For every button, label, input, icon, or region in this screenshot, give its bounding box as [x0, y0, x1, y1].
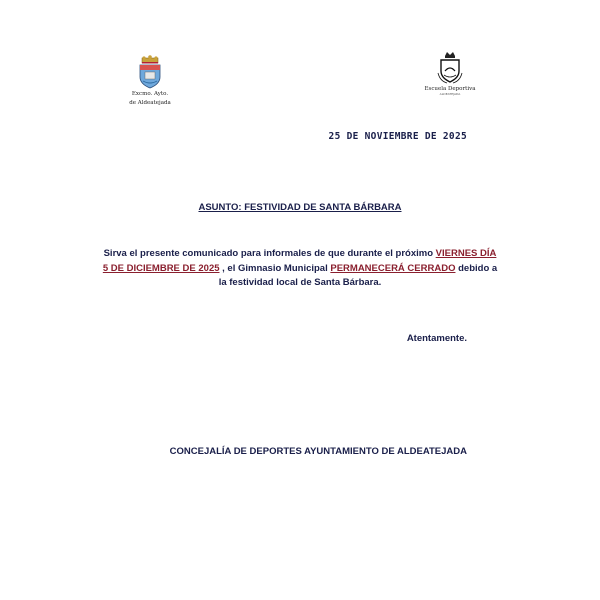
body-part-2: , el Gimnasio Municipal: [219, 262, 331, 274]
signature-text: CONCEJALÍA DE DEPORTES AYUNTAMIENTO DE ALDEATEJADA: [169, 446, 467, 457]
municipal-logo-caption-line1: Excmo. Ayto.: [131, 91, 169, 97]
subject-text: ASUNTO: FESTIVIDAD DE SANTA BÁRBARA: [198, 202, 402, 213]
sports-school-crest-icon: [420, 51, 480, 85]
body-highlight-closed: PERMANECERÁ CERRADO: [330, 262, 456, 274]
subject-line: [0, 202, 600, 213]
body-part-3: debido a la festividad local de Santa Bárbara.: [218, 262, 498, 288]
sports-school-caption: Escuela Deportiva: [424, 86, 476, 92]
letter-date: 25 DE NOVIEMBRE DE 2025: [328, 131, 467, 142]
sports-school-caption-small: ALDEATEJADA: [439, 92, 461, 96]
closing-text: Atentamente.: [406, 333, 467, 344]
body-part-1: Sirva el presente comunicado para informales de que durante el próximo: [103, 248, 436, 259]
body-highlight-date: VIERNES DÍA 5 DE DICIEMBRE DE 2025: [102, 248, 497, 274]
body-paragraph: [100, 247, 500, 291]
sports-school-logo: [420, 51, 480, 96]
municipal-logo-caption-line2: de Aldeatejada: [129, 99, 171, 106]
municipal-coat-of-arms-icon: [118, 55, 182, 89]
municipal-logo: [118, 55, 182, 106]
